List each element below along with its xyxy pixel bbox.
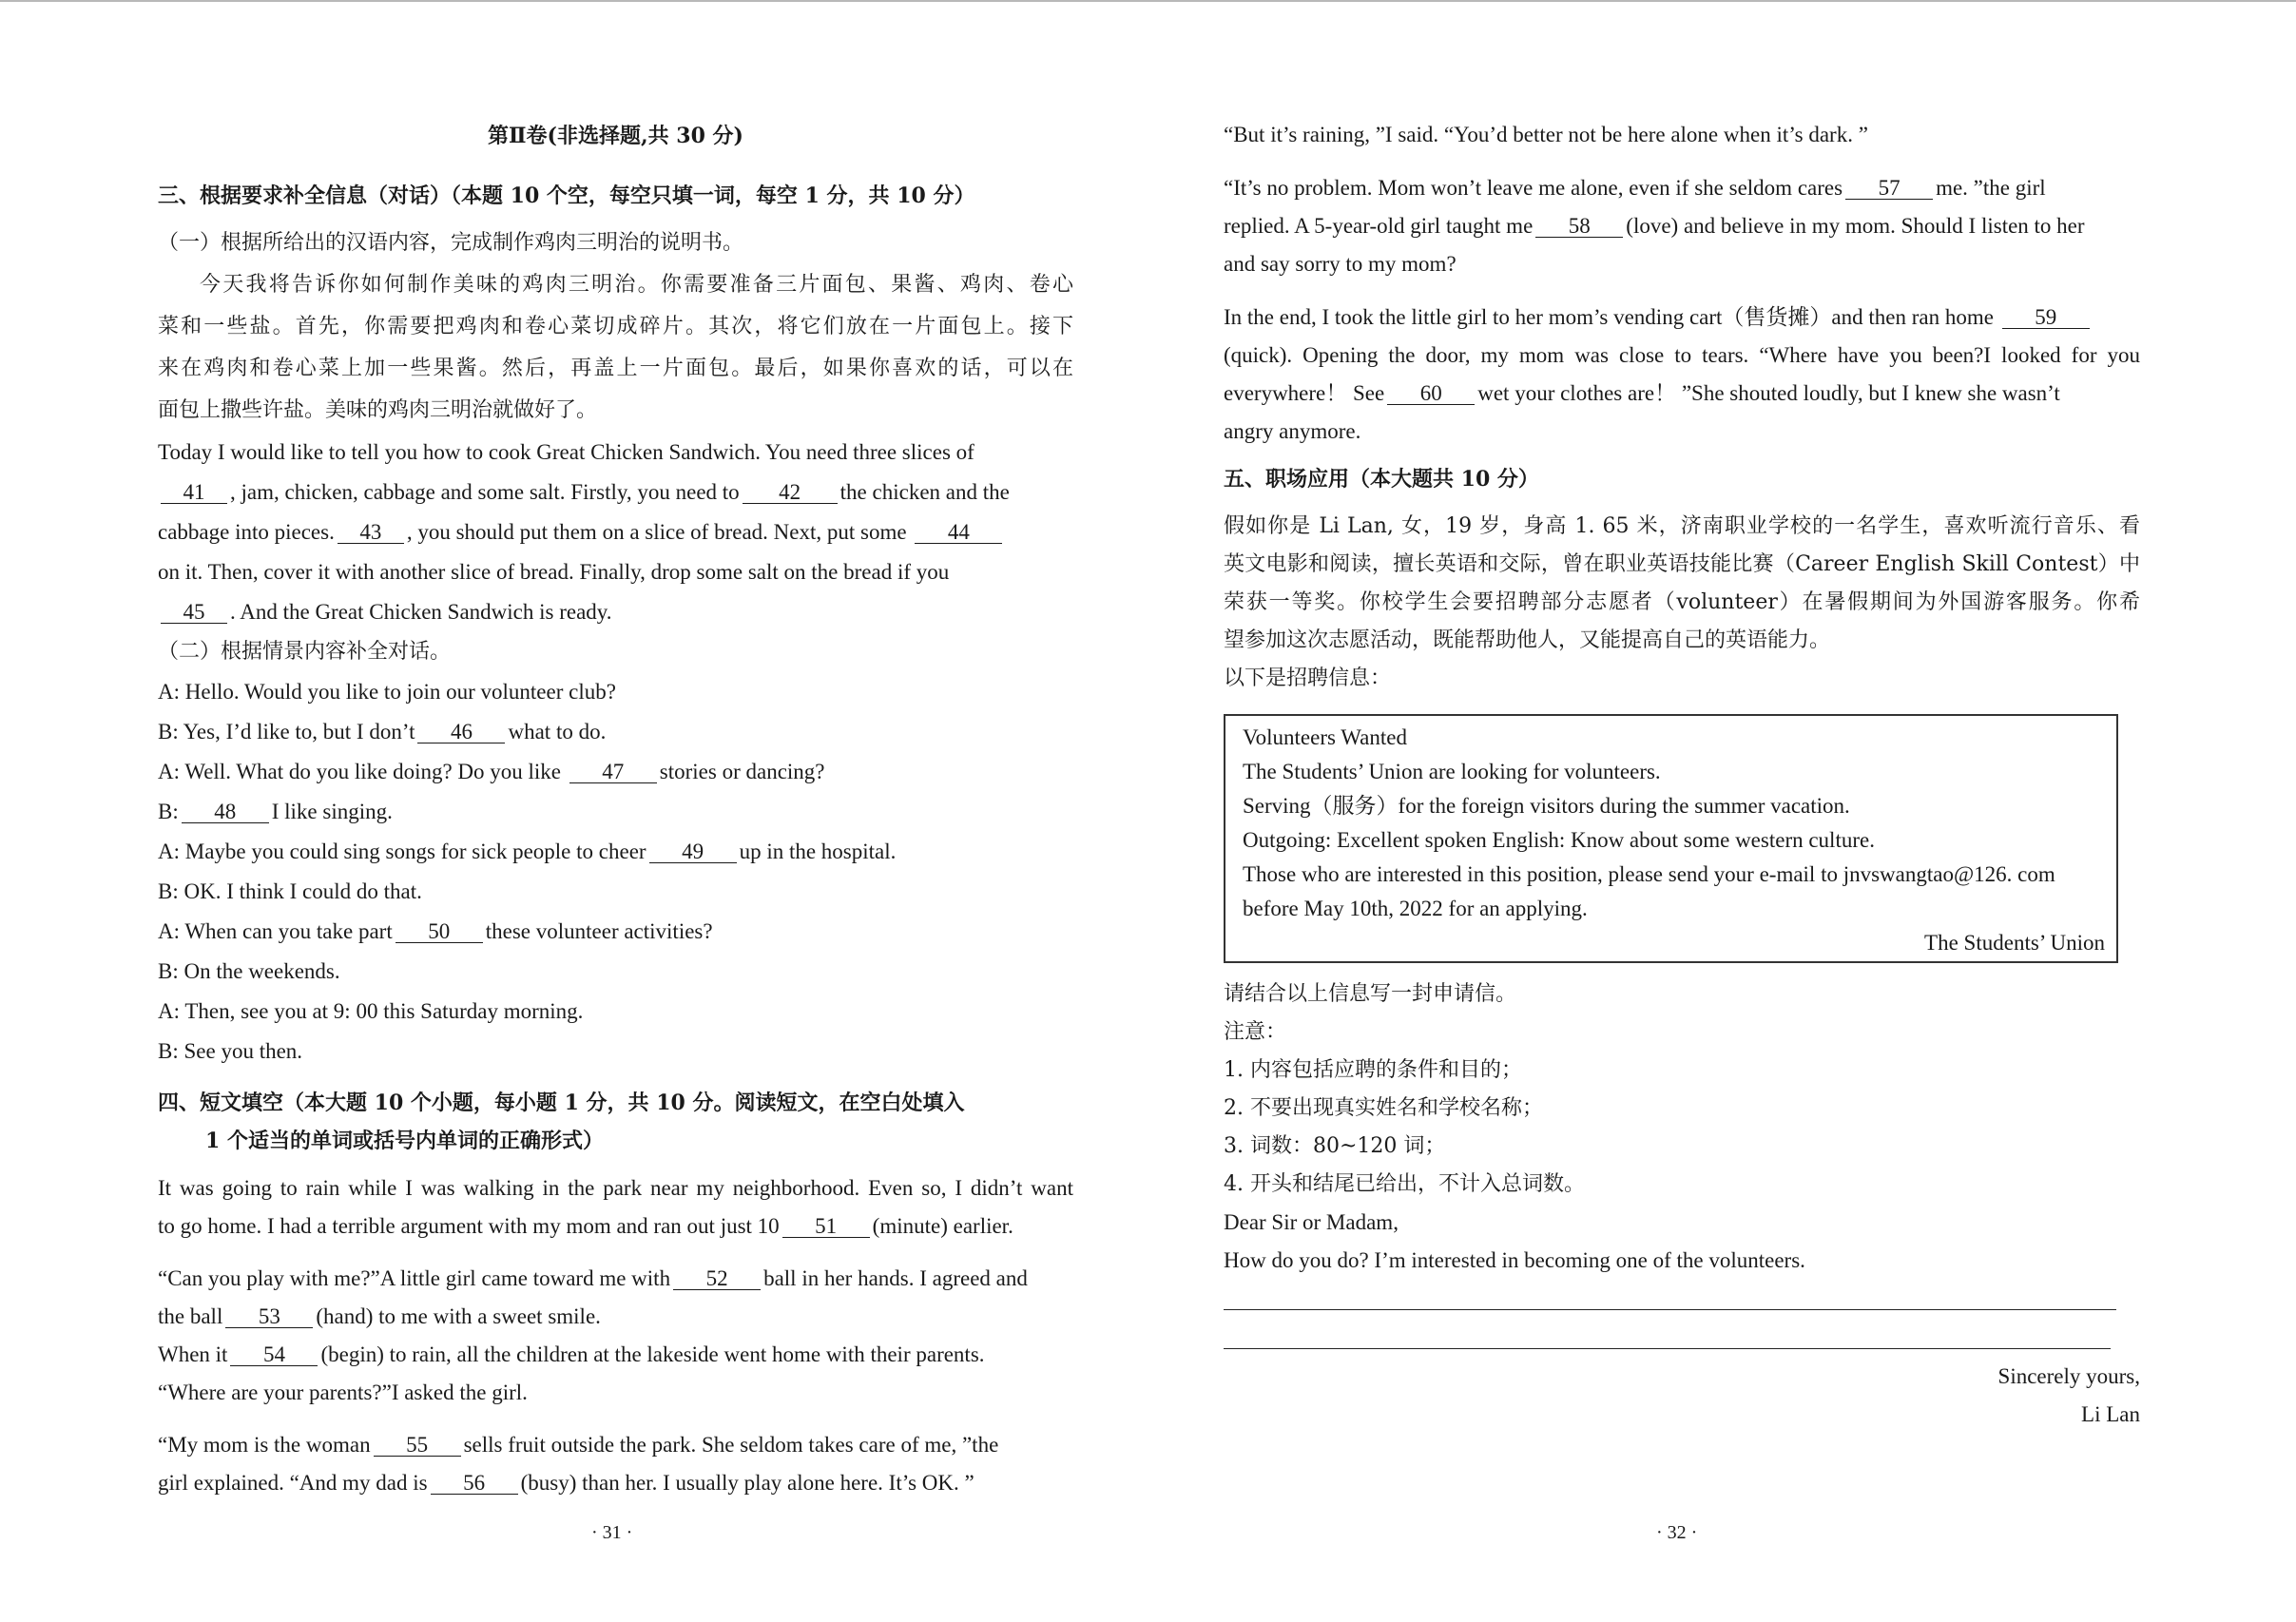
story-line: to go home. I had a terrible argument with my mom and ran out just 10 51 (minute) earlier. [158,1214,1013,1238]
task-desc-line: 以下是招聘信息： [1224,666,1392,690]
note-item: 2. 不要出现真实姓名和学校名称； [1224,1096,1543,1120]
blank-48: 48 [182,801,269,823]
writing-line [1224,1309,2116,1310]
notes-label: 注意： [1224,1020,1287,1044]
blank-59: 59 [2002,307,2090,329]
blank-53: 53 [225,1306,313,1328]
section-3-title: 三、根据要求补全信息（对话）（本题 10 个空，每空只填一词，每空 1 分，共 10 分） [158,183,975,208]
dialogue-line: B: Yes, I’d like to, but I don’t 46 what to do. [158,720,607,743]
writing-line [1224,1348,2111,1349]
story-line: and say sorry to my mom? [1224,252,1457,276]
story-line: the ball 53 (hand) to me with a sweet smile. [158,1304,601,1328]
story-line: angry anymore. [1224,419,1361,443]
story-line: When it 54 (begin) to rain, all the children at the lakeside went home with their parents. [158,1342,985,1366]
letter-opening: How do you do? I’m interested in becoming one of the volunteers. [1224,1248,1805,1272]
blank-54: 54 [230,1344,318,1366]
story-line: girl explained. “And my dad is 56 (busy) than her. I usually play alone here. It’s OK. ” [158,1471,974,1495]
blank-41: 41 [161,482,227,504]
letter-closing: Sincerely yours, [1997,1364,2140,1388]
blank-52: 52 [673,1268,761,1290]
cn-paragraph-line: 菜和一些盐。首先，你需要把鸡肉和卷心菜切成碎片。其次，将它们放在一片面包上。接下 [158,315,1073,338]
note-item: 4. 开头和结尾已给出，不计入总词数。 [1224,1172,1585,1196]
sandwich-text-line: 41 , jam, chicken, cabbage and some salt. Firstly, you need to 42 the chicken and the [158,479,1010,506]
story-line: (quick). Opening the door, my mom was close to tears. “Where have you been?I looked for you [1224,343,2140,367]
page-number-31: · 31 · [591,1522,633,1543]
section-4-title-cont: 1 个适当的单词或括号内单词的正确形式） [205,1129,604,1153]
notice-line: Those who are interested in this position, please send your e-mail to jnvswangtao@126. com [1243,862,2055,886]
note-item: 3. 词数：80~120 词； [1224,1134,1446,1158]
notice-title: Volunteers Wanted [1243,725,1407,749]
section-5-title: 五、职场应用（本大题共 10 分） [1224,467,1539,492]
task-desc-line: 望参加这次志愿活动，既能帮助他人，又能提高自己的英语能力。 [1224,628,1831,652]
dialogue-line: A: When can you take part 50 these volunteer activities? [158,919,713,943]
recruitment-notice-box [1224,714,2118,963]
cn-paragraph-line: 来在鸡肉和卷心菜上加一些果酱。然后，再盖上一片面包。最后，如果你喜欢的话，可以在 [158,357,1073,380]
dialogue-line: B: OK. I think I could do that. [158,879,422,903]
notice-signature: The Students’ Union [1924,931,2105,955]
section-4-title: 四、短文填空（本大题 10 个小题，每小题 1 分，共 10 分。阅读短文，在空白处填入 [158,1091,965,1115]
note-item: 1. 内容包括应聘的条件和目的； [1224,1058,1522,1082]
blank-42: 42 [743,482,838,504]
blank-57: 57 [1845,178,1933,200]
notice-line: The Students’ Union are looking for volunteers. [1243,760,1661,783]
sandwich-text-line: Today I would like to tell you how to cook Great Chicken Sandwich. You need three slices of [158,440,974,464]
writing-instruction: 请结合以上信息写一封申请信。 [1224,982,1517,1006]
story-line: In the end, I took the little girl to her mom’s vending cart（售货摊）and then ran home 59 [1224,304,2093,331]
blank-45: 45 [161,602,227,624]
story-line: It was going to rain while I was walking in the park near my neighborhood. Even so, I didn’t want [158,1176,1073,1200]
blank-60: 60 [1387,383,1475,405]
story-line: “Where are your parents?”I asked the girl. [158,1381,528,1404]
dialogue-line: A: Maybe you could sing songs for sick people to cheer 49 up in the hospital. [158,840,897,863]
sandwich-text-line: on it. Then, cover it with another slice of bread. Finally, drop some salt on the bread if you [158,560,950,584]
blank-46: 46 [417,722,505,743]
letter-signature: Li Lan [2081,1402,2140,1426]
blank-49: 49 [649,841,737,863]
story-line: everywhere！ See 60 wet your clothes are！ ”She shouted loudly, but I knew she wasn’t [1224,381,2060,405]
part-2-title: （二）根据情景内容补全对话。 [158,640,452,664]
blank-55: 55 [374,1435,461,1457]
notice-line: Outgoing: Excellent spoken English: Know about some western culture. [1243,828,1875,852]
blank-47: 47 [569,762,657,783]
story-line: “It’s no problem. Mom won’t leave me alone, even if she seldom cares 57 me. ”the girl [1224,176,2046,200]
top-border [0,0,2296,2]
dialogue-line: B: See you then. [158,1039,303,1063]
sandwich-text-line: cabbage into pieces. 43 , you should put them on a slice of bread. Next, put some 44 [158,519,1005,546]
task-desc-line: 假如你是 Li Lan, 女，19 岁，身高 1. 65 米，济南职业学校的一名学生，喜欢听流行音乐、看 [1224,514,2140,538]
dialogue-line: A: Well. What do you like doing? Do you like 47 stories or dancing? [158,760,825,783]
letter-salutation: Dear Sir or Madam, [1224,1210,1399,1234]
story-line: replied. A 5-year-old girl taught me 58 (love) and believe in my mom. Should I listen to her [1224,214,2085,238]
cn-paragraph-line: 面包上撒些许盐。美味的鸡肉三明治就做好了。 [158,398,598,422]
blank-44: 44 [915,522,1002,544]
notice-line: Serving（服务）for the foreign visitors during the summer vacation. [1243,794,1850,818]
dialogue-line: B: On the weekends. [158,959,340,983]
dialogue-line: A: Then, see you at 9: 00 this Saturday morning. [158,999,584,1023]
blank-58: 58 [1535,216,1623,238]
exam-part-title: 第Ⅱ卷(非选择题,共 30 分) [488,124,743,148]
blank-43: 43 [338,522,404,544]
cn-paragraph-line: 今天我将告诉你如何制作美味的鸡肉三明治。你需要准备三片面包、果酱、鸡肉、卷心 [200,273,1073,297]
story-line: “But it’s raining, ”I said. “You’d better not be here alone when it’s dark. ” [1224,123,1868,146]
sandwich-text-line: 45 . And the Great Chicken Sandwich is ready. [158,599,612,626]
blank-50: 50 [396,921,483,943]
blank-51: 51 [782,1216,870,1238]
story-line: “My mom is the woman 55 sells fruit outside the park. She seldom takes care of me, ”the [158,1433,999,1457]
blank-56: 56 [431,1473,518,1495]
task-desc-line: 荣获一等奖。你校学生会要招聘部分志愿者（volunteer）在暑假期间为外国游客服务。你希 [1224,590,2140,614]
page-number-32: · 32 · [1656,1522,1698,1543]
notice-line: before May 10th, 2022 for an applying. [1243,897,1588,920]
dialogue-line: B: 48 I like singing. [158,800,393,823]
dialogue-line: A: Hello. Would you like to join our volunteer club? [158,680,616,704]
task-desc-line: 英文电影和阅读，擅长英语和交际，曾在职业英语技能比赛（Career English Skill Contest）中 [1224,552,2140,576]
story-line: “Can you play with me?”A little girl came toward me with 52 ball in her hands. I agreed and [158,1266,1028,1290]
part-1-title: （一）根据所给出的汉语内容，完成制作鸡肉三明治的说明书。 [158,231,744,255]
